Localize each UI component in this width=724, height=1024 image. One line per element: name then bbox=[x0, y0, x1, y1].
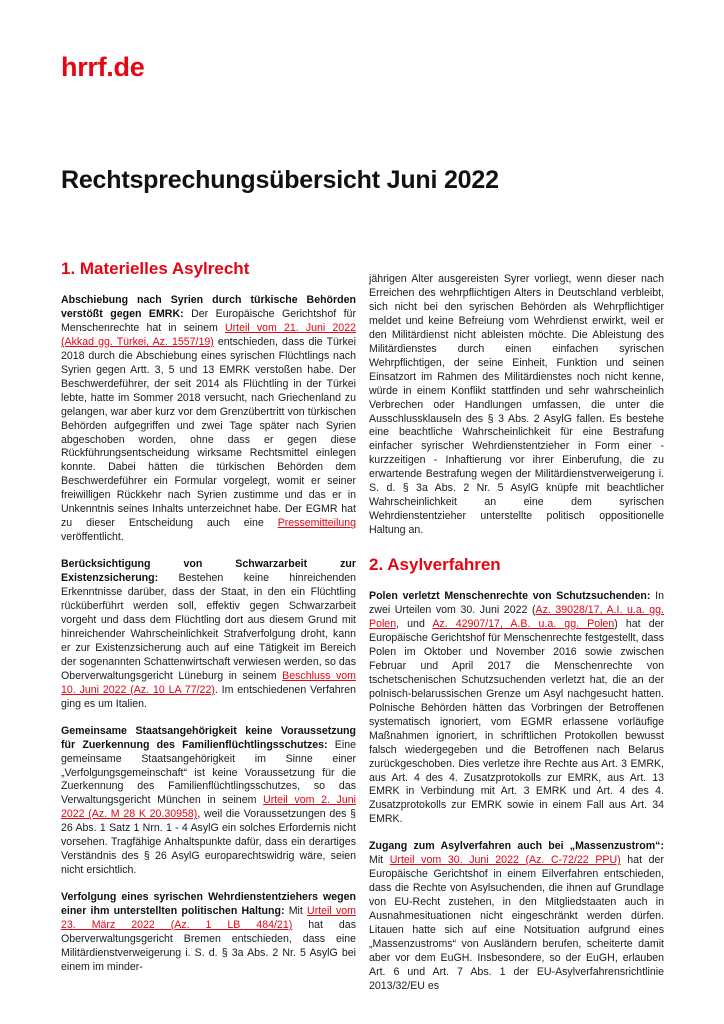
entry-text: veröffentlicht. bbox=[61, 531, 124, 544]
entry-wehrdienstentzieher bbox=[61, 891, 356, 975]
column-right bbox=[369, 273, 664, 1007]
entry-text: hat das Oberverwaltungsgericht Bremen entschieden, dass eine Militärdienstverweigerung i. S. d. § 3a Abs. 2 Nr. 5 AsylG bei einem im minder- bbox=[61, 919, 356, 973]
entry-text: Bestehen keine hinreichenden Erkenntnisse darüber, dass der Staat, in den ein Flüchtling rücküberführt werden soll, effektiv gegen Schwarzarbeit vorgeht und dass dem Flüchtling dort aus diesem Grund mit hinreichender Wahrscheinlichkeit Strafverfolgung droht, kann er zur Existenzsicherung auch auf eine Tätigkeit im Bereich der sogenannten Schattenwirtschaft verwiesen werden, so das Oberverwaltungsgericht Lüneburg in seinem bbox=[61, 572, 356, 682]
entry-lead: Gemeinsame Staatsangehörigkeit keine Voraussetzung für Zuerkennung des Familienflüchtlingsschutzes: bbox=[61, 724, 356, 751]
entry-text: hat der Europäische Gerichtshof in einem Eilverfahren entschieden, dass die Rechte von Asylsuchenden, die ihnen auf Grundlage von EU-Recht zustehen, in den Mitgliedstaaten auch in Ausnahmesituationen nicht eingeschränkt werden dürfen. Litauen hatte sich auf eine Notsituation aufgrund eines „Massenzustroms“ von Ausländern berufen, scheiterte damit aber vor dem EuGH. Insbesondere, so der EuGH, erlauben Art. 6 und Art. 7 Abs. 1 der EU-Asylverfahrensrichtlinie 2013/32/EU es bbox=[369, 854, 664, 992]
entry-text: In zwei Urteilen vom 30. Juni 2022 ( bbox=[369, 590, 664, 617]
entry-lead: Verfolgung eines syrischen Wehrdienstentziehers wegen einer ihm unterstellten politischen Haltung: bbox=[61, 891, 356, 918]
link-pressemitteilung[interactable]: Pressemitteilung bbox=[277, 517, 356, 530]
entry-text: Mit bbox=[284, 905, 308, 918]
entry-lead: Berücksichtigung von Schwarzarbeit zur Existenzsicherung: bbox=[61, 558, 356, 585]
entry-wehrdienstentzieher-continued bbox=[369, 273, 664, 538]
link-urteil-bremen[interactable]: Urteil vom 23. März 2022 (Az. 1 LB 484/21) bbox=[61, 905, 356, 932]
section-heading-asylverfahren: 2. Asylverfahren bbox=[369, 555, 501, 575]
entry-lead: Zugang zum Asylverfahren auch bei „Massenzustrom“: bbox=[369, 840, 664, 853]
entry-text: Mit bbox=[369, 854, 390, 867]
link-beschluss-lueneburg[interactable]: Beschluss vom 10. Juni 2022 (Az. 10 LA 77/22) bbox=[61, 669, 356, 696]
entry-lead: Polen verletzt Menschenrechte von Schutzsuchenden: bbox=[369, 590, 651, 603]
entry-text: . Im entschiedenen Verfahren ging es um Italien. bbox=[61, 683, 356, 710]
entry-text: Der Europäische Gerichtshof für Menschenrechte hat in seinem bbox=[61, 307, 356, 334]
entry-text: Eine gemeinsame Staatsangehörigkeit im Sinne einer „Verfolgungsgemeinschaft“ ist keine Voraussetzung für die Zuerkennung des Familienflüchtlingsschutzes, so das Verwaltungsgericht München in seinem bbox=[61, 738, 356, 807]
entry-lead: Abschiebung nach Syrien durch türkische Behörden verstößt gegen EMRK: bbox=[61, 294, 356, 320]
entry-polen bbox=[369, 590, 664, 827]
link-urteil-akkad[interactable]: Urteil vom 21. Juni 2022 (Akkad gg. Türkei, Az. 1557/19) bbox=[61, 321, 356, 348]
entry-staatsangehoerigkeit bbox=[61, 725, 356, 878]
entry-massenzustrom bbox=[369, 840, 664, 993]
entry-abschiebung-syrien bbox=[61, 294, 356, 545]
link-urteil-ab-polen[interactable]: Az. 42907/17, A.B. u.a. gg. Polen bbox=[432, 618, 615, 631]
link-urteil-ai-polen[interactable]: Az. 39028/17, A.I. u.a. gg. Polen bbox=[369, 604, 664, 631]
entry-text: entschieden, dass die Türkei 2018 durch die Abschiebung eines syrischen Flüchtlings nach Syrien gegen Artt. 3, 5 und 13 EMRK verstoßen habe. Der Beschwerdeführer, der seit 2014 als Flüchtling in der Türkei lebte, hatte im Sommer 2018 versucht, nach Griechenland zu gelangen, war aber kurz vor dem Grenzübertritt von türkischen Behörden aufgegriffen und zwei Tage später nach Syrien abgeschoben worden, ohne dass er gegen diese Rückführungsentscheidung wirksame Rechtsmittel einlegen konnte. Dabei hätten die türkischen Behörden dem Beschwerdeführer ein Formular vorgelegt, womit er seiner freiwilligen Rückkehr nach Syrien zustimme und das er in Unkenntnis seines Inhalts unterzeichnet habe. Der EGMR hat zu dieser Entscheidung auch eine bbox=[61, 335, 356, 530]
entry-text: ) hat der Europäische Gerichtshof für Menschenrechte festgestellt, dass Polen im Oktober und November 2016 sowie zwischen Februar und April 2017 die Menschenrechte von tschetschenischen Schutzsuchenden verletzt hat, die an der polnisch-belarussischen Grenze um Asyl nachgesucht hatten. Polnische Behörden hätten das Vorbringen der Betroffenen systematisch ignoriert, vom EGMR erlassene vorläufige Maßnahmen ignoriert, in schriftlichen Protokollen bewusst falsch wiedergegeben und die Betroffenen nach Belarus zurückgeschoben. Dies verletze ihre Rechte aus Art. 3 EMRK, aus Art. 4 des 4. Zusatzprotokolls zur EMRK, aus Art. 13 EMRK in Verbindung mit Art. 3 EMRK und Art. 4 des 4. Zusatzprotokolls zur EMRK sowie in einem Fall aus Art. 34 EMRK. bbox=[369, 618, 665, 826]
entry-schwarzarbeit bbox=[61, 558, 356, 711]
link-urteil-muenchen[interactable]: Urteil vom 2. Juni 2022 (Az. M 28 K 20.30958) bbox=[61, 794, 356, 821]
section-heading-materielles-asylrecht: 1. Materielles Asylrecht bbox=[61, 259, 250, 278]
page-title: Rechtsprechungsübersicht Juni 2022 bbox=[61, 166, 499, 194]
column-left bbox=[61, 259, 356, 988]
site-logo[interactable]: hrrf.de bbox=[61, 52, 145, 82]
link-urteil-eugh[interactable]: Urteil vom 30. Juni 2022 (Az. C-72/22 PPU) bbox=[389, 854, 621, 867]
entry-text: jährigen Alter ausgereisten Syrer vorliegt, wenn dieser nach Erreichen des wehrpflichtigen Alters in Deutschland verbleibt, sich nicht bei den syrischen Behörden als Wehrpflichtiger meldet und keine Befreiung vom Wehrdienst erwirkt, weil er den Militärdienst nicht ableisten möchte. Die Ableistung des Militärdienstes durch einen einfachen syrischen Wehrpflichtigen, der seine Einheit, Funktion und seinen Einsatzort im Rahmen des Militärdienstes noch nicht kenne, würde in einem Konflikt stattfinden und sehr wahrscheinlich Verbrechen oder Handlungen umfassen, die unter die Ausschlussklauseln des § 3 Abs. 2 AsylG fallen. Es bestehe eine beachtliche Wahrscheinlichkeit für eine Bestrafung einfacher syrischer Wehrdienstentzieher in Form einer - kurzzeitigen - Inhaftierung vor ihrer Einberufung, die zu erwartende Bestrafung wegen der Militärdienstverweigerung i. S. d. § 3a Abs. 2 Nr. 5 AsylG knüpfe mit beachtlicher Wahrscheinlichkeit an eine dem syrischen Wehrdienstentzieher unterstellte politisch oppositionelle Haltung an. bbox=[369, 273, 664, 537]
entry-text: , und bbox=[396, 618, 433, 631]
entry-text: , weil die Voraussetzungen des § 26 Abs. 1 Satz 1 Nrn. 1 - 4 AsylG ein solches Erfordernis nicht vorsehen. Tragfähige Anhaltspunkte dafür, dass ein derartiges Verständnis des § 26 AsylG europarechtswidrig wäre, seien nicht ersichtlich. bbox=[61, 808, 356, 877]
